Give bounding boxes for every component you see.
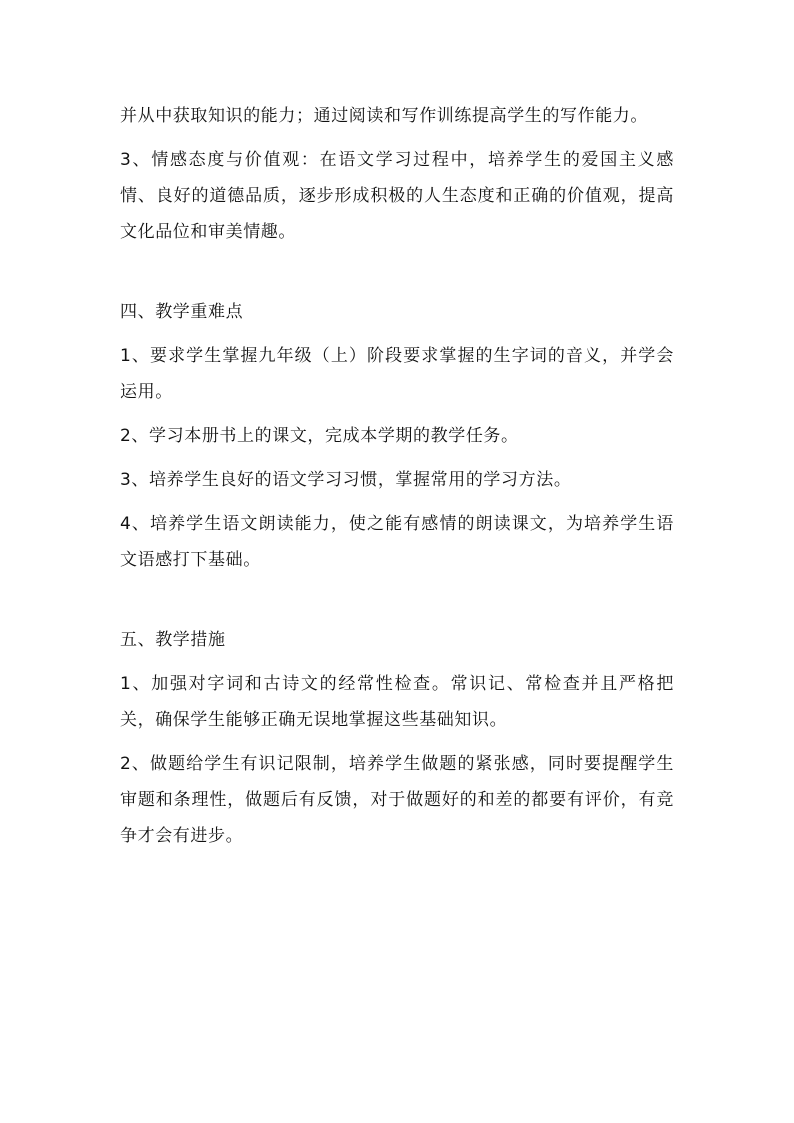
key-point-item-1: 1、要求学生掌握九年级（上）阶段要求掌握的生字词的音义，并学会运用。 bbox=[120, 346, 674, 402]
measure-item-2: 2、做题给学生有识记限制，培养学生做题的紧张感，同时要提醒学生审题和条理性，做题后有反馈，对于做题好的和差的都要有评价，有竞争才会有进步。 bbox=[120, 754, 674, 846]
section-heading-key-points: 四、教学重难点 bbox=[120, 302, 244, 322]
key-point-item-4: 4、培养学生语文朗读能力，使之能有感情的朗读课文，为培养学生语文语感打下基础。 bbox=[120, 514, 674, 570]
section-spacer bbox=[120, 586, 674, 622]
section-heading-measures: 五、教学措施 bbox=[120, 630, 226, 650]
measure-item-1: 1、加强对字词和古诗文的经常性检查。常识记、常检查并且严格把关，确保学生能够正确无误地掌握这些基础知识。 bbox=[120, 674, 674, 730]
paragraph-emotion-values: 3、情感态度与价值观：在语文学习过程中，培养学生的爱国主义感情、良好的道德品质，逐步形成积极的人生态度和正确的价值观，提高文化品位和审美情趣。 bbox=[120, 150, 674, 242]
paragraph-continuation-ability: 并从中获取知识的能力；通过阅读和写作训练提高学生的写作能力。 bbox=[120, 106, 648, 126]
key-point-item-3: 3、培养学生良好的语文学习习惯，掌握常用的学习方法。 bbox=[120, 470, 572, 490]
key-point-item-2: 2、学习本册书上的课文，完成本学期的教学任务。 bbox=[120, 426, 519, 446]
section-spacer bbox=[120, 258, 674, 294]
document-body bbox=[120, 98, 674, 854]
